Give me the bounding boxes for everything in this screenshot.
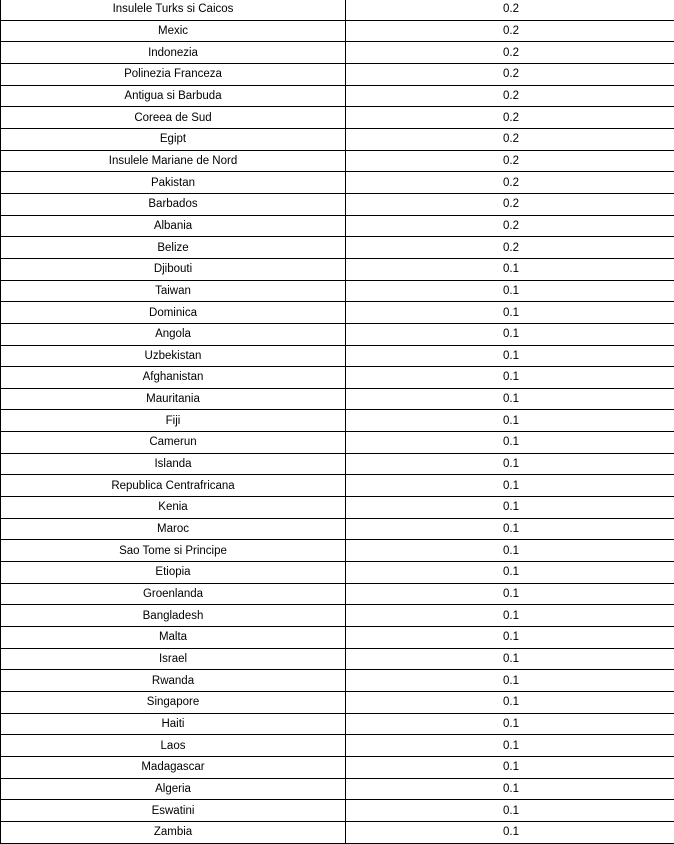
- table-row: [1, 475, 674, 497]
- country-cell: Polinezia Franceza: [1, 63, 346, 85]
- value-cell: 0.1: [346, 648, 674, 670]
- value-cell: 0.2: [346, 150, 674, 172]
- country-cell: Israel: [1, 648, 346, 670]
- table-row: [1, 735, 674, 757]
- country-cell: Mexic: [1, 20, 346, 42]
- country-cell: Angola: [1, 323, 346, 345]
- country-cell: Algeria: [1, 778, 346, 800]
- country-cell: Groenlanda: [1, 583, 346, 605]
- table-row: [1, 172, 674, 194]
- table-row: [1, 518, 674, 540]
- value-cell: 0.2: [346, 0, 674, 20]
- table-row: [1, 215, 674, 237]
- table-row: [1, 800, 674, 822]
- country-cell: Bangladesh: [1, 605, 346, 627]
- country-cell: Republica Centrafricana: [1, 475, 346, 497]
- country-cell: Sao Tome si Principe: [1, 540, 346, 562]
- value-cell: 0.1: [346, 562, 674, 584]
- value-cell: 0.1: [346, 778, 674, 800]
- table-row: [1, 107, 674, 129]
- country-cell: Mauritania: [1, 388, 346, 410]
- table-row: [1, 302, 674, 324]
- value-cell: 0.1: [346, 367, 674, 389]
- table-row: [1, 453, 674, 475]
- country-cell: Egipt: [1, 128, 346, 150]
- table-row: [1, 410, 674, 432]
- country-cell: Zambia: [1, 821, 346, 843]
- value-cell: 0.1: [346, 323, 674, 345]
- table-row: [1, 562, 674, 584]
- table-body: [1, 0, 674, 844]
- table-row: [1, 627, 674, 649]
- table-row: [1, 388, 674, 410]
- table-row: [1, 713, 674, 735]
- table-row: [1, 20, 674, 42]
- country-cell: Afghanistan: [1, 367, 346, 389]
- value-cell: 0.1: [346, 432, 674, 454]
- table-row: [1, 42, 674, 64]
- country-cell: Indonezia: [1, 42, 346, 64]
- value-cell: 0.1: [346, 345, 674, 367]
- table-row: [1, 692, 674, 714]
- country-cell: Insulele Turks si Caicos: [1, 0, 346, 20]
- value-cell: 0.1: [346, 410, 674, 432]
- table-row: [1, 648, 674, 670]
- table-row: [1, 128, 674, 150]
- table-row: [1, 258, 674, 280]
- value-cell: 0.1: [346, 388, 674, 410]
- value-cell: 0.2: [346, 20, 674, 42]
- table-row: [1, 63, 674, 85]
- country-cell: Coreea de Sud: [1, 107, 346, 129]
- country-cell: Antigua si Barbuda: [1, 85, 346, 107]
- country-cell: Laos: [1, 735, 346, 757]
- country-cell: Belize: [1, 237, 346, 259]
- table-row: [1, 778, 674, 800]
- value-cell: 0.2: [346, 42, 674, 64]
- value-cell: 0.2: [346, 107, 674, 129]
- country-cell: Albania: [1, 215, 346, 237]
- table-row: [1, 432, 674, 454]
- value-cell: 0.1: [346, 453, 674, 475]
- value-cell: 0.1: [346, 713, 674, 735]
- country-cell: Dominica: [1, 302, 346, 324]
- country-cell: Barbados: [1, 193, 346, 215]
- country-cell: Insulele Mariane de Nord: [1, 150, 346, 172]
- country-cell: Rwanda: [1, 670, 346, 692]
- value-cell: 0.1: [346, 735, 674, 757]
- value-cell: 0.2: [346, 237, 674, 259]
- table-row: [1, 367, 674, 389]
- value-cell: 0.1: [346, 497, 674, 519]
- value-cell: 0.1: [346, 670, 674, 692]
- table-row: [1, 85, 674, 107]
- country-cell: Taiwan: [1, 280, 346, 302]
- table-row: [1, 150, 674, 172]
- table-row: [1, 670, 674, 692]
- country-cell: Singapore: [1, 692, 346, 714]
- table-row: [1, 821, 674, 843]
- value-cell: 0.1: [346, 258, 674, 280]
- value-cell: 0.2: [346, 193, 674, 215]
- country-cell: Fiji: [1, 410, 346, 432]
- country-cell: Haiti: [1, 713, 346, 735]
- country-cell: Djibouti: [1, 258, 346, 280]
- value-cell: 0.2: [346, 128, 674, 150]
- value-cell: 0.1: [346, 800, 674, 822]
- value-cell: 0.1: [346, 475, 674, 497]
- value-cell: 0.2: [346, 215, 674, 237]
- table-row: [1, 540, 674, 562]
- country-cell: Islanda: [1, 453, 346, 475]
- table-row: [1, 583, 674, 605]
- value-cell: 0.1: [346, 692, 674, 714]
- value-cell: 0.1: [346, 627, 674, 649]
- value-cell: 0.2: [346, 63, 674, 85]
- country-cell: Pakistan: [1, 172, 346, 194]
- value-cell: 0.1: [346, 583, 674, 605]
- table-row: [1, 497, 674, 519]
- country-cell: Etiopia: [1, 562, 346, 584]
- table-row: [1, 237, 674, 259]
- table-row: [1, 756, 674, 778]
- table-row: [1, 605, 674, 627]
- value-cell: 0.1: [346, 821, 674, 843]
- table-row: [1, 280, 674, 302]
- value-cell: 0.1: [346, 540, 674, 562]
- country-cell: Maroc: [1, 518, 346, 540]
- country-cell: Eswatini: [1, 800, 346, 822]
- country-cell: Kenia: [1, 497, 346, 519]
- table-row: [1, 193, 674, 215]
- value-cell: 0.1: [346, 605, 674, 627]
- value-cell: 0.2: [346, 85, 674, 107]
- table-row: [1, 323, 674, 345]
- country-cell: Madagascar: [1, 756, 346, 778]
- value-cell: 0.1: [346, 518, 674, 540]
- value-cell: 0.1: [346, 756, 674, 778]
- table-row: [1, 345, 674, 367]
- value-cell: 0.1: [346, 280, 674, 302]
- table-row: [1, 0, 674, 20]
- value-cell: 0.2: [346, 172, 674, 194]
- country-cell: Camerun: [1, 432, 346, 454]
- country-cell: Malta: [1, 627, 346, 649]
- country-cell: Uzbekistan: [1, 345, 346, 367]
- value-cell: 0.1: [346, 302, 674, 324]
